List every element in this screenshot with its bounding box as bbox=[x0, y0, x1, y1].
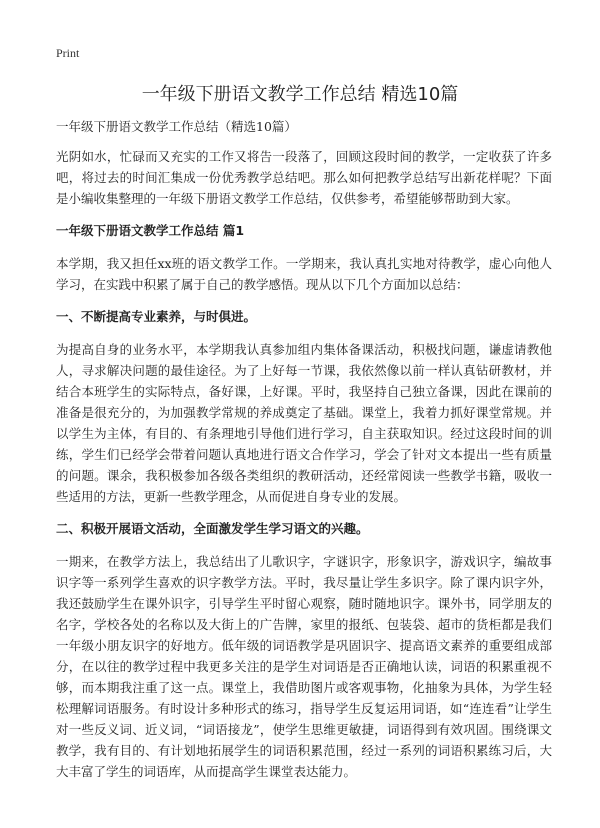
print-link[interactable]: Print bbox=[56, 46, 80, 60]
document-subtitle: 一年级下册语文教学工作总结（精选10篇） bbox=[56, 119, 297, 134]
section-1-paragraph: 为提高自身的业务水平，本学期我认真参加组内集体备课活动，积极找问题，谦虚请教他人，寻求解决问题的最佳途径。为了上好每一节课，我依然像以前一样认真钻研教材，并结合本班学生的实际特点，备好课，上好课。平时，我坚持自己独立备课，因此在课前的准备是很充分的，为加强教学常规的养成奠定了基础。课堂上，我着力抓好课堂常规。并以学生为主体，有目的、有条理地引导他们进行学习，自主获取知识。经过这段时间的训练，学生们已经学会带着问题认真地进行语文合作学习，学会了针对文本提出一些有质量的问题。课余，我积极参加各级各类组织的教研活动，还经常阅读一些教学书籍，吸收一些适用的方法，更新一些教学理念，从而促进自身专业的发展。 bbox=[56, 342, 552, 504]
section-2-paragraph: 一期来，在教学方法上，我总结出了儿歌识字，字谜识字，形象识字，游戏识字，编故事识字等一系列学生喜欢的识字教学方法。平时，我尽量让学生多识字。除了课内识字外，我还鼓励学生在课外识字，引导学生平时留心观察，随时随地识字。课外书，同学朋友的名字，学校各处的名称以及大街上的广告牌，家里的报纸、包装袋、超市的货柜都是我们一年级小朋友识字的好地方。低年级的词语教学是巩固识字、提高语文素养的重要组成部分，在以往的教学过程中我更多关注的是学生对词语是否正确地认读，词语的积累重视不够，而本期我注重了这一点。课堂上，我借助图片或客观事物，化抽象为具体，为学生轻松理解词语服务。有时设计多种形式的练习，指导学生反复运用词语，如“连连看”让学生对一些反义词、近义词，“词语接龙”，使学生思维更敏捷，词语得到有效巩固。围绕课文教学，我有目的、有计划地拓展学生的词语积累范围，经过一系列的词语积累练习后，大大丰富了学生的词语库，从而提高学生课堂表达能力。 bbox=[56, 554, 552, 779]
page-title: 一年级下册语文教学工作总结 精选10篇 bbox=[141, 84, 459, 105]
section-2-heading: 二、积极开展语文活动，全面激发学生学习语文的兴趣。 bbox=[56, 521, 369, 536]
section-1-heading: 一、不断提高专业素养，与时俱进。 bbox=[56, 309, 257, 324]
intro-paragraph: 光阴如水，忙碌而又充实的工作又将告一段落了，回顾这段时间的教学，一定收获了许多吧，将过去的时间汇集成一份优秀教学总结吧。那么如何把教学总结写出新花样呢？下面是小编收集整理的一年级下册语文教学工作总结，仅供参考，希望能够帮助到大家。 bbox=[56, 149, 552, 206]
article-intro-paragraph: 本学期，我又担任xx班的语文教学工作。一学期来，我认真扎实地对待教学，虚心向他人学习，在实践中积累了属于自己的教学感悟。现从以下几个方面加以总结： bbox=[56, 256, 552, 292]
article-heading: 一年级下册语文教学工作总结 篇1 bbox=[56, 223, 245, 238]
article-body bbox=[56, 118, 552, 795]
